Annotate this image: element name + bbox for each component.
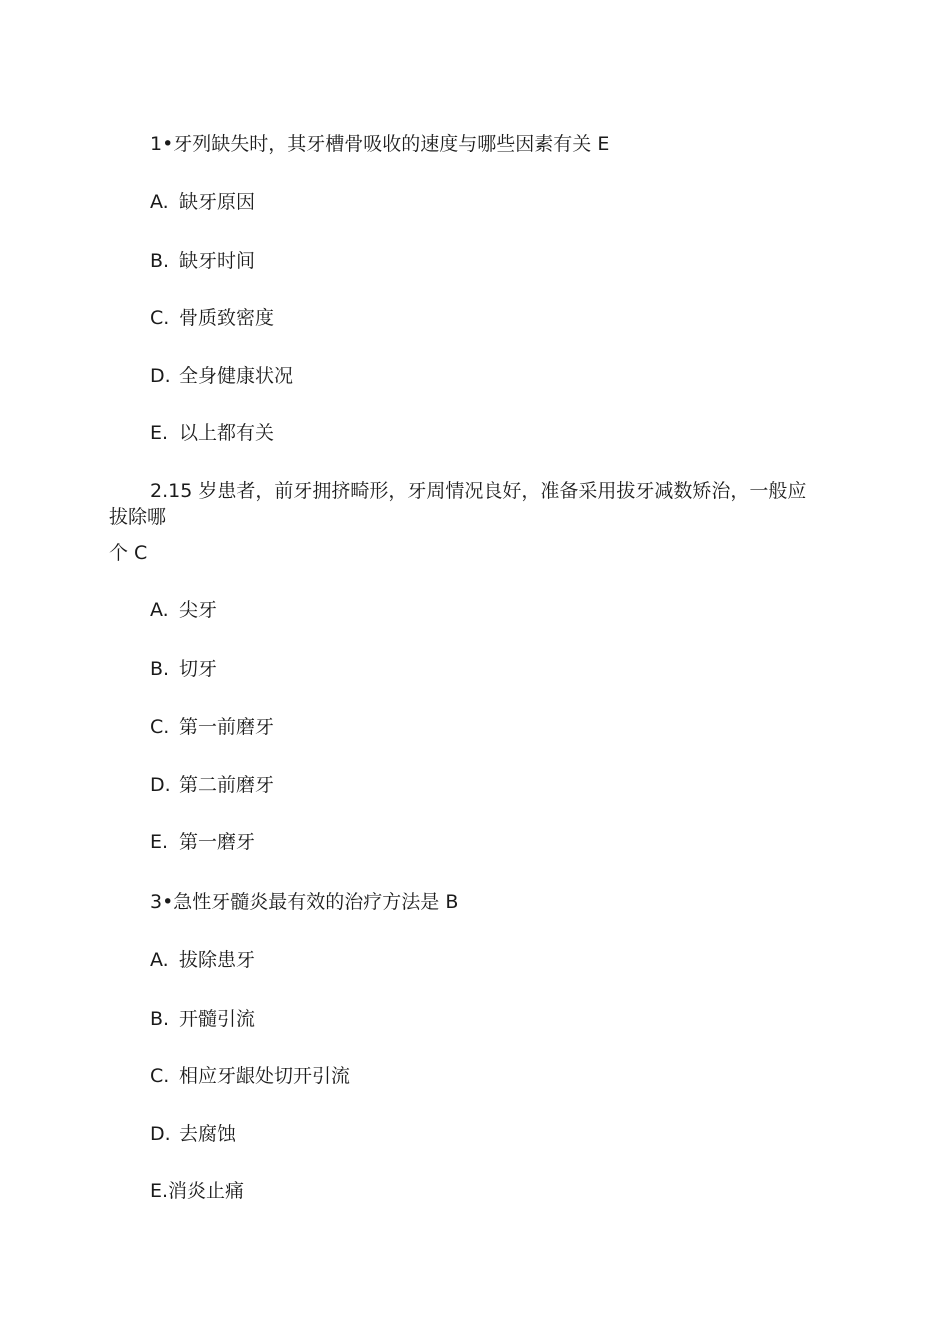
question-3-option-d [150, 1122, 236, 1146]
option-letter: C. [150, 716, 170, 738]
option-letter: D. [150, 774, 171, 796]
option-text: 缺牙原因 [179, 191, 256, 213]
option-text: 第二前磨牙 [179, 774, 275, 796]
question-2-option-b [150, 657, 217, 681]
option-text: 第一磨牙 [179, 831, 256, 853]
option-text: 骨质致密度 [179, 307, 275, 329]
option-text: 去腐蚀 [179, 1123, 237, 1145]
option-text: 开髓引流 [179, 1008, 256, 1030]
option-letter: E. [150, 422, 169, 444]
option-letter: C. [150, 1065, 170, 1087]
question-1-option-c [150, 306, 274, 330]
option-text: 尖牙 [179, 599, 218, 621]
option-text: 相应牙龈处切开引流 [179, 1065, 351, 1087]
option-text: 缺牙时间 [179, 250, 256, 272]
option-text: 全身健康状况 [179, 365, 294, 387]
question-1-option-d [150, 364, 293, 388]
question-3-option-b [150, 1007, 255, 1031]
option-letter: D. [150, 1123, 171, 1145]
option-letter: E. [150, 831, 169, 853]
question-3-option-c [150, 1064, 350, 1088]
option-letter: B. [150, 1008, 170, 1030]
option-letter: A. [150, 599, 169, 621]
option-text: 拔除患牙 [179, 949, 256, 971]
question-3-option-e: E.消炎止痛 [150, 1180, 245, 1202]
option-letter: B. [150, 250, 170, 272]
question-1-option-b [150, 249, 255, 273]
option-letter: A. [150, 191, 169, 213]
question-2-option-c [150, 715, 274, 739]
question-2-option-a [150, 598, 217, 622]
question-2-stem-line-2: 拔除哪 [109, 506, 167, 528]
option-letter: D. [150, 365, 171, 387]
question-2-option-d [150, 773, 274, 797]
question-2-stem-line-1: 2.15 岁患者，前牙拥挤畸形，牙周情况良好，准备采用拔牙减数矫治，一般应 [150, 480, 807, 502]
question-3-option-a [150, 948, 255, 972]
option-letter: B. [150, 658, 170, 680]
question-1-stem: 1•牙列缺失时，其牙槽骨吸收的速度与哪些因素有关 E [150, 133, 610, 155]
question-3-stem: 3•急性牙髓炎最有效的治疗方法是 B [150, 891, 459, 913]
option-letter: A. [150, 949, 169, 971]
option-text: 切牙 [179, 658, 218, 680]
option-text: 第一前磨牙 [179, 716, 275, 738]
option-text: 以上都有关 [179, 422, 275, 444]
option-letter: C. [150, 307, 170, 329]
question-1-option-a [150, 190, 255, 214]
question-2-stem-line-3: 个 C [109, 542, 148, 564]
question-1-option-e [150, 421, 274, 445]
question-2-option-e [150, 830, 255, 854]
